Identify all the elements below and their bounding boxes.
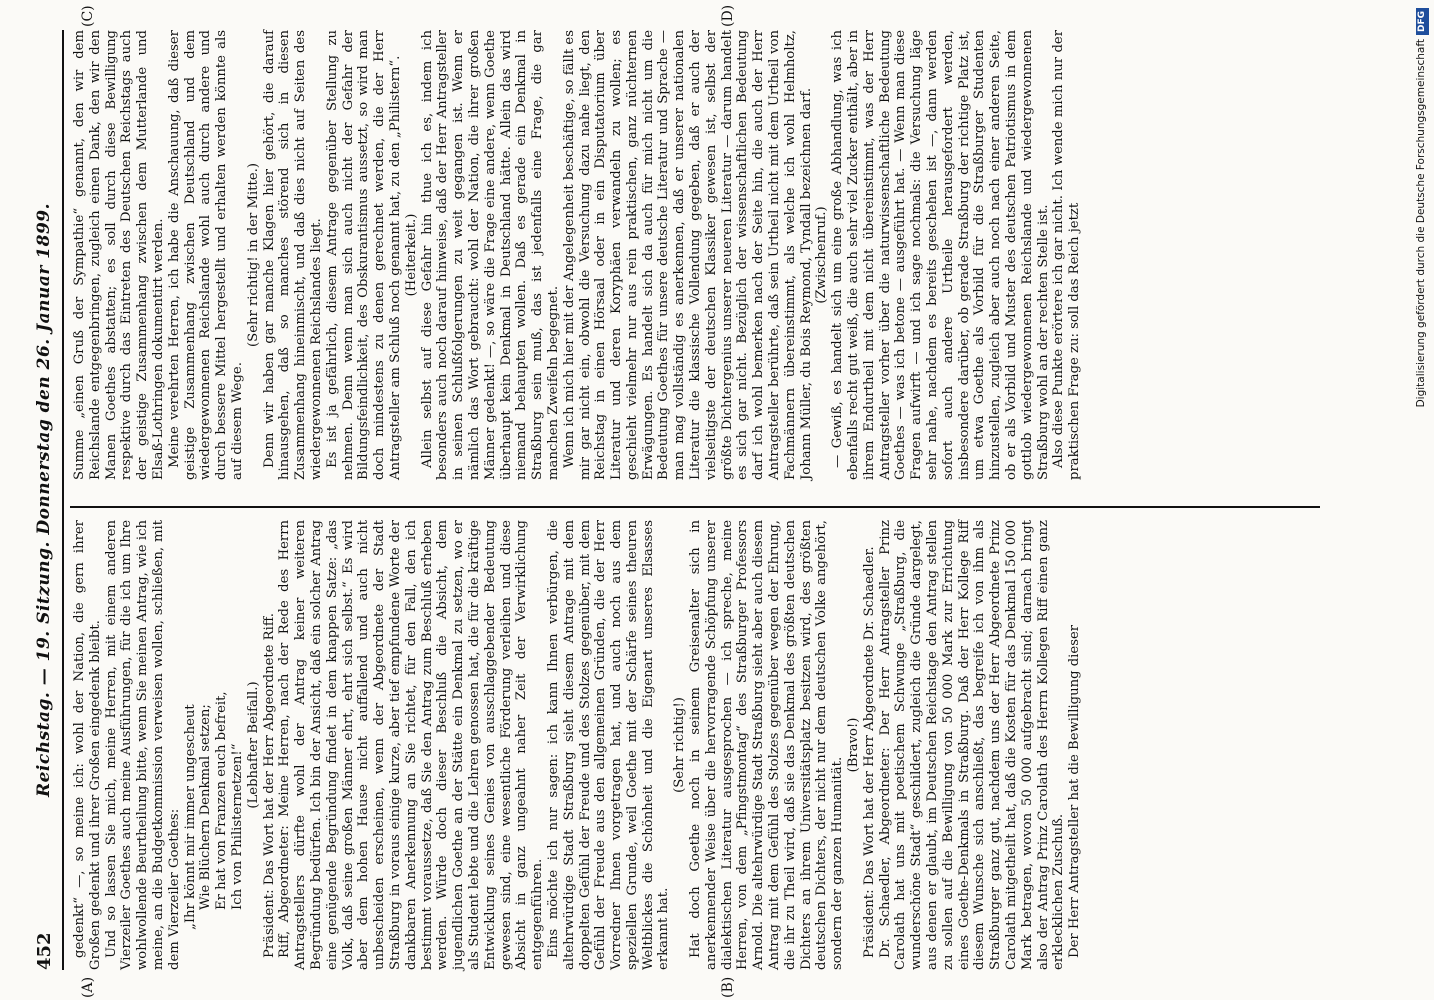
dfg-logo: DFG	[1416, 8, 1429, 35]
paragraph: Präsident: Das Wort hat der Herr Abgeordnete Riff.	[261, 613, 277, 958]
verse-line: Ich von Philisternetzen!“	[229, 743, 245, 910]
left-text-column	[72, 520, 1083, 970]
interjection: (Bravo!)	[846, 717, 862, 773]
digitization-credit	[1412, 8, 1430, 992]
paragraph: Es ist ja gefährlich, diesem Antrage gegenüber Stellung zu nehmen. Denn wenn man sich auch nicht der Gefahr der Bildungsfeindlichkeit, des Obskurantismus aussetzt, so wird man doch mindestens zu denen gerechnet werden, die der Herr Antragsteller am Schluß noch genannt hat, zu den „Philistern“.	[324, 30, 403, 480]
header-rule	[62, 30, 64, 970]
interjection: (Zwischenruf.)	[814, 206, 830, 304]
running-title: Reichstag. — 19. Sitzung. Donnerstag den 26. Januar 1899.	[34, 202, 54, 798]
paragraph: Summe „einen Gruß der Sympathie“ genannt, den wir dem Reichslande entgegenbringen, zugleich einen Dank, den wir den Manen Goethes abstatten; es soll durch diese Bewilligung respektive durch das Eintreten des Deutschen Reichstags auch der geistige Zusammenhang zwischen dem Mutterlande und Elsaß-Lothringen dokumentirt werden.	[72, 30, 166, 480]
paragraph: Also diese Punkte erörtere ich gar nicht. Ich wende mich nur der praktischen Frage zu: soll das Reich jetzt	[1051, 30, 1083, 480]
paragraph: Meine verehrten Herren, ich habe die Anschauung, daß dieser geistige Zusammenhang zwischen Deutschland und dem wiedergewonnenen Reichslande wohl auch durch andere und durch bessere Mittel hergestellt und erhalten werden könnte als auf diesem Wege.	[166, 30, 245, 480]
paragraph: gedenkt“ —, so meine ich: wohl der Nation, die gern ihrer Großen gedenkt und ihrer Großen eingedenk bleibt.	[72, 520, 103, 970]
paragraph: Wenn ich mich hier mit der Angelegenheit beschäftige, so fällt es mir gar nicht ein, obwohl die Versuchung dazu nahe liegt, den Reichstag in einen Hörsaal oder in ein Disputatorium über Literatur und deren Koryphäen verwandeln zu wollen; es geschieht vielmehr nur aus rein praktischen, ganz nüchternen Erwägungen. Es handelt sich da auch für mich nicht um die Bedeutung Goethes für unsere deutsche Literatur und Sprache — man mag vollständig es anerkennen, daß er unserer nationalen Literatur die klassische Vollendung gegeben, daß er auch der vielseitigste der deutschen Klassiker gewesen ist, selbst der größte Dichtergenius unserer neueren Literatur — darum handelt es sich gar nicht. Bezüglich der wissenschaftlichen Bedeutung darf ich wohl bemerken nach der Seite hin, die auch der Herr Antragsteller berührte, daß sein Urtheil nicht mit dem Urtheil von Fachmännern übereinstimmt, als welche ich wohl Helmholtz, Johann Müller, du Bois Reymond, Tyndall bezeichnen darf.	[561, 30, 814, 480]
margin-mark-c: (C)	[80, 5, 96, 27]
paragraph: — Gewiß, es handelt sich um eine große Abhandlung, was ich ebenfalls recht gut weiß, die auch sehr viel Zucker enthält, aber in ihrem Endurtheil mit dem nicht übereinstimmt, was der Herr Antragsteller vorher über die naturwissenschaftliche Bedeutung Goethes — was ich betone — ausgeführt hat. — Wenn man diese Fragen aufwirft — und ich sage nochmals: die Versuchung läge sehr nahe, nachdem es bereits geschehen ist —, dann werden sofort auch andere Urtheile herausgefordert werden, insbesondere darüber, ob gerade Straßburg der richtige Platz ist, um etwa Goethe als Vorbild für die Straßburger Studenten hinzustellen, zugleich aber auch noch nach einer anderen Seite, ob er als Vorbild und Muster des deutschen Patriotismus in dem gottlob wiedergewonnenen Reichslande und wiedergewonnenen Straßburg wohl an der rechten Stelle ist.	[830, 30, 1051, 480]
margin-mark-a: (A)	[80, 976, 96, 998]
paragraph: Hat doch Goethe noch in seinem Greisenalter sich in anerkennender Weise über die hervorragende Schöpfung unserer dialektischen Literatur ausgesprochen — ich spreche, meine Herren, von dem „Pfingstmontag“ des Straßburger Professors Arnold. Die altehrwürdige Stadt Straßburg sieht aber auch diesem Antrag mit dem Gefühl des Stolzes gegenüber wegen der Ehrung, die ihr zu Theil wird, daß sie das Denkmal des größten deutschen Dichters an ihrem Universitätsplatz besitzen wird, des größten deutschen Dichters, der nicht nur dem deutschen Volke angehört, sondern der ganzen Humanität.	[688, 520, 846, 970]
interjection: (Sehr richtig! in der Mitte.)	[245, 163, 261, 347]
paragraph: Präsident: Das Wort hat der Herr Abgeordnete Dr. Schaedler.	[861, 546, 877, 958]
paragraph: Der Herr Antragsteller hat die Bewilligung dieser	[1067, 624, 1083, 958]
page-number: 452	[34, 932, 55, 970]
verse-line: „Ihr könnt mir immer ungescheut	[182, 704, 198, 930]
verse-line: Er hat von Franzen euch befreit,	[214, 691, 230, 910]
interjection: (Heiterkeit.)	[403, 213, 419, 297]
column-divider	[70, 506, 1320, 508]
paragraph: Dr. Schaedler, Abgeordneter: Der Herr Antragsteller Prinz Carolath hat uns mit poetischem Schwunge „Straßburg, die wunderschöne Stadt“ geschildert, zugleich die Gründe dargelegt, aus denen er glaubt, im Deutschen Reichstage den Antrag stellen zu sollen auf die Bewilligung von 50 000 Mark zur Errichtung eines Goethe-Denkmals in Straßburg. Daß der Herr Kollege Riff diesem Wunsche sich anschließt, das begreife ich von ihm als Straßburger ganz gut, nachdem uns der Herr Abgeordnete Prinz Carolath mitgetheilt hat, daß die Kosten für das Denkmal 150 000 Mark betragen, wovon 50 000 aufgebracht sind; darnach bringt also der Antrag Prinz Carolath des Herrn Kollegen Riff einen ganz erklecklichen Zuschuß.	[877, 520, 1067, 970]
paragraph: Und so lassen Sie mich, meine Herren, mit einem anderen Vierzeiler Goethes auch meine Ausführungen, für die ich um Ihre wohlwollende Beurtheilung bitte, wenn Sie meinen Antrag, wie ich meine, an die Budgetkommission verweisen wollen, schließen, mit dem Vierzeiler Goethes:	[103, 520, 182, 970]
verse-line: Wie Blüchern Denkmal setzen;	[198, 704, 214, 910]
paragraph: Allein selbst auf diese Gefahr hin thue ich es, indem ich besonders auch noch darauf hinweise, daß der Herr Antragsteller in seinen Schlußfolgerungen zu weit gegangen ist. Wenn er nämlich das Wort gebraucht: wohl der Nation, die ihrer großen Männer gedenkt! —, so wäre die Frage eine andere, wenn Goethe überhaupt kein Denkmal in Deutschland hätte. Allein das wird niemand behaupten wollen. Daß es gerade ein Denkmal in Straßburg sein muß, das ist jedenfalls eine Frage, die gar manchen Zweifeln begegnet.	[419, 30, 561, 480]
credit-text: Digitalisierung gefördert durch die Deutsche Forschungsgemeinschaft	[1415, 39, 1427, 408]
paragraph: Riff, Abgeordneter: Meine Herren, nach der Rede des Herrn Antragstellers dürfte wohl der Antrag keiner weiteren Begründung bedürfen. Ich bin der Ansicht, daß ein solcher Antrag eine genügende Begründung findet in dem knappen Satze: „das Volk, daß seine großen Männer ehrt, ehrt sich selbst.“ Es wird aber dem hohen Hause nicht auffallend und auch nicht unbescheiden erscheinen, wenn der Abgeordnete der Stadt Straßburg in voraus einige kurze, aber tief empfundene Worte der dankbaren Anerkennung an Sie richtet, für den Fall, den ich bestimmt voraussetze, daß Sie den Antrag zum Beschluß erheben werden. Würde doch dieser Beschluß die Absicht, dem jugendlichen Goethe an der Stätte ein Denkmal zu setzen, wo er als Student lebte und die Lehren genossen hat, die für die kräftige Entwicklung seines Genies von ausschlaggebender Bedeutung gewesen sind, eine wesentliche Förderung verleihen und diese Absicht in ganz ungeahnt naher Zeit der Verwirklichung entgegenführen.	[277, 520, 546, 970]
margin-mark-b: (B)	[720, 976, 736, 998]
page-header	[30, 30, 60, 970]
interjection: (Sehr richtig!)	[672, 697, 688, 793]
margin-mark-d: (D)	[720, 4, 736, 27]
paragraph: Denn wir haben gar manche Klagen hier gehört, die darauf hinausgehen, daß so manches störend sich in diesen Zusammenhang hineinmischt, und daß dies nicht auf Seiten des wiedergewonnenen Reichslandes liegt.	[261, 30, 324, 480]
paragraph: Eins möchte ich nur sagen: ich kann Ihnen verbürgen, die altehrwürdige Stadt Straßburg sieht diesem Antrage mit dem doppelten Gefühl der Freude und des Stolzes gegenüber, mit dem Gefühl der Freude aus den allgemeinen Gründen, die der Herr Vorredner Ihnen vorgetragen hat, und auch noch aus dem speziellen Grunde, weil Goethe mit der Schärfe seines theuren Weltblickes die Schönheit und die Eigenart unseres Elsasses erkannt hat.	[545, 520, 672, 970]
right-text-column	[72, 30, 1083, 480]
interjection: (Lebhafter Beifall.)	[245, 681, 261, 809]
